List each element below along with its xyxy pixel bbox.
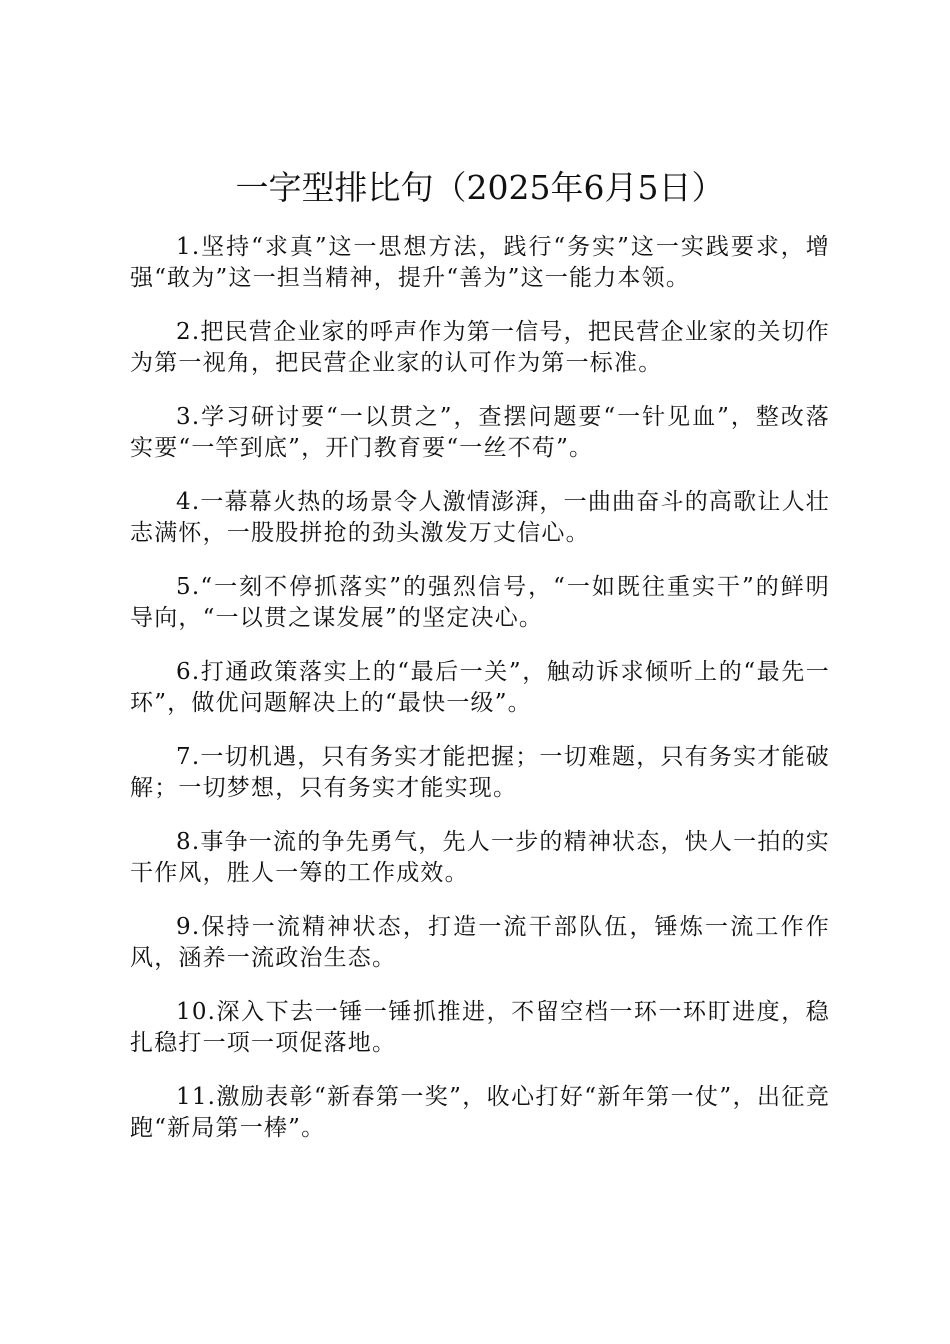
paragraph-7: 7.一切机遇，只有务实才能把握；一切难题，只有务实才能破解；一切梦想，只有务实才能实现。: [130, 744, 830, 801]
paragraph-1: 1.坚持“求真”这一思想方法，践行“务实”这一实践要求，增强“敢为”这一担当精神，提升“善为”这一能力本领。: [130, 234, 830, 291]
paragraph-11: 11.激励表彰“新春第一奖”，收心打好“新年第一仗”，出征竞跑“新局第一棒”。: [130, 1084, 830, 1141]
document-body: [130, 232, 830, 1167]
paragraph-6: 6.打通政策落实上的“最后一关”，触动诉求倾听上的“最先一环”，做优问题解决上的“最快一级”。: [130, 659, 830, 716]
paragraph-5: 5.“一刻不停抓落实”的强烈信号，“一如既往重实干”的鲜明导向，“一以贯之谋发展”的坚定决心。: [130, 574, 830, 631]
paragraph-3: 3.学习研讨要“一以贯之”，查摆问题要“一针见血”，整改落实要“一竿到底”，开门教育要“一丝不苟”。: [130, 404, 830, 461]
paragraph-2: 2.把民营企业家的呼声作为第一信号，把民营企业家的关切作为第一视角，把民营企业家的认可作为第一标准。: [130, 319, 830, 376]
paragraph-8: 8.事争一流的争先勇气，先人一步的精神状态，快人一拍的实干作风，胜人一筹的工作成效。: [130, 829, 830, 886]
paragraph-9: 9.保持一流精神状态，打造一流干部队伍，锤炼一流工作作风，涵养一流政治生态。: [130, 914, 830, 971]
paragraph-4: 4.一幕幕火热的场景令人激情澎湃，一曲曲奋斗的高歌让人壮志满怀，一股股拼抢的劲头激发万丈信心。: [130, 489, 830, 546]
paragraph-10: 10.深入下去一锤一锤抓推进，不留空档一环一环盯进度，稳扎稳打一项一项促落地。: [130, 999, 830, 1056]
document-title: 一字型排比句（2025年6月5日）: [235, 168, 725, 207]
